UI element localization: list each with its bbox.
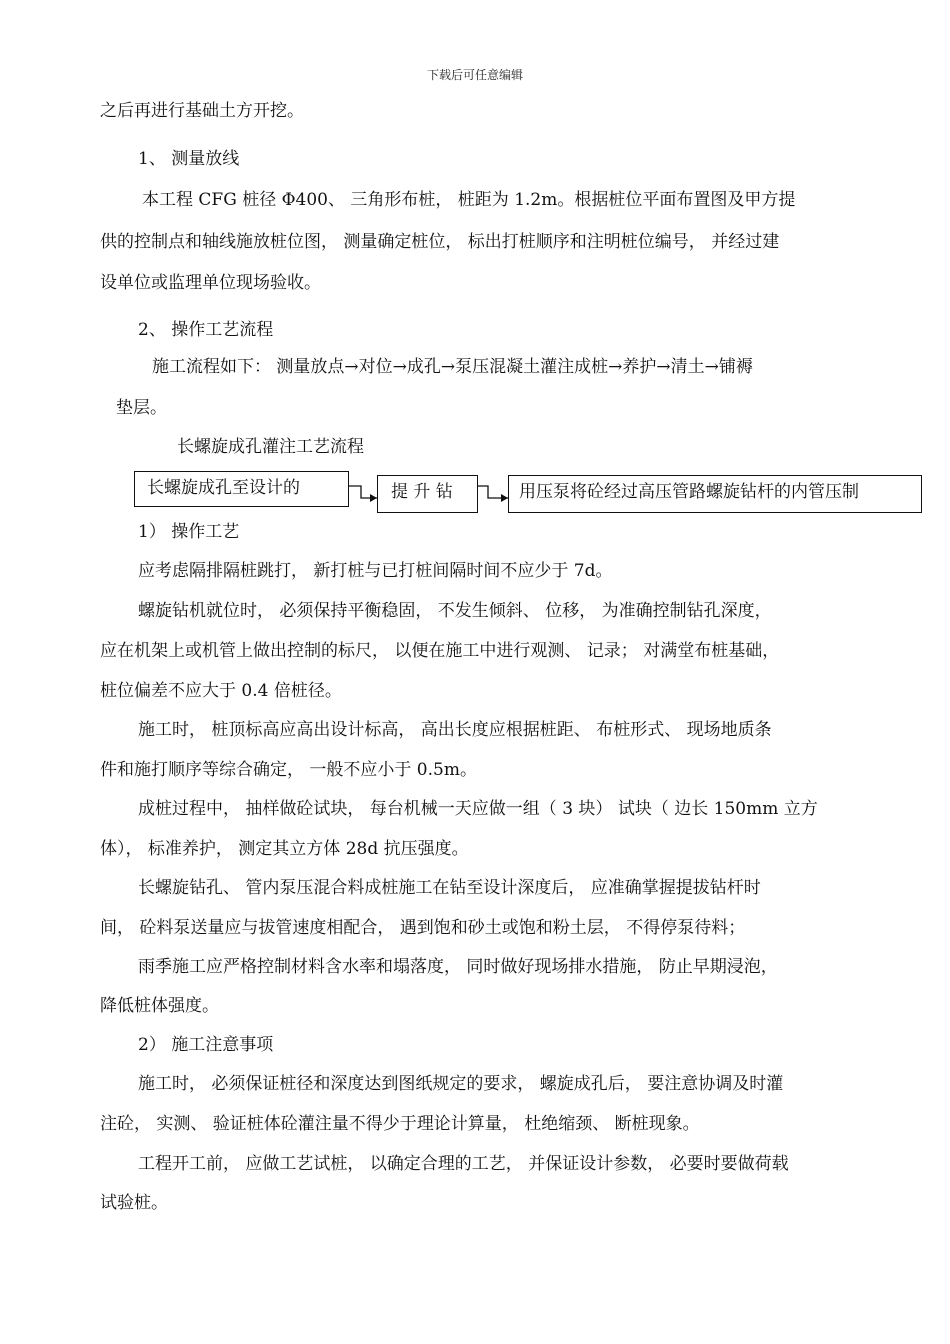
flow-caption: 长螺旋成孔灌注工艺流程 (177, 437, 364, 457)
paragraph-line: 螺旋钻机就位时， 必须保持平衡稳固， 不发生倾斜、 位移， 为准确控制钻孔深度， (138, 601, 772, 621)
paragraph-line: 件和施打顺序等综合确定， 一般不应小于 0.5m。 (100, 760, 477, 780)
sub-heading: 2） 施工注意事项 (138, 1035, 274, 1055)
paragraph-line: 降低桩体强度。 (100, 996, 219, 1016)
flow-step-3: 用压泵将砼经过高压管路螺旋钻杆的内管压制 (508, 475, 922, 513)
flow-arrow-1 (349, 484, 379, 504)
paragraph-line: 试验桩。 (100, 1193, 168, 1213)
paragraph-line: 应在机架上或机管上做出控制的标尺， 以便在施工中进行观测、 记录； 对满堂布桩基础， (100, 641, 780, 661)
paragraph-line: 设单位或监理单位现场验收。 (100, 273, 321, 293)
paragraph-line: 应考虑隔排隔桩跳打， 新打桩与已打桩间隔时间不应少于 7d。 (138, 561, 613, 581)
paragraph-line: 供的控制点和轴线施放桩位图， 测量确定桩位， 标出打桩顺序和注明桩位编号， 并经过建 (100, 232, 780, 252)
paragraph-line: 注砼， 实测、 验证桩体砼灌注量不得少于理论计算量， 杜绝缩颈、 断桩现象。 (100, 1114, 700, 1134)
paragraph-line: 施工流程如下： 测量放点→对位→成孔→泵压混凝土灌注成桩→养护→清土→铺褥 (152, 357, 753, 377)
paragraph-line: 雨季施工应严格控制材料含水率和塌落度， 同时做好现场排水措施， 防止早期浸泡， (138, 957, 778, 977)
paragraph-line: 间， 砼料泵送量应与拔管速度相配合， 遇到饱和砂土或饱和粉土层， 不得停泵待料； (100, 918, 746, 938)
paragraph-line: 施工时， 桩顶标高应高出设计标高， 高出长度应根据桩距、 布桩形式、 现场地质条 (138, 720, 772, 740)
paragraph-line: 体）， 标准养护， 测定其立方体 28d 抗压强度。 (100, 839, 469, 859)
flow-step-2: 提 升 钻 (377, 475, 478, 513)
paragraph-line: 桩位偏差不应大于 0.4 倍桩径。 (100, 681, 342, 701)
paragraph-line: 之后再进行基础土方开挖。 (100, 101, 304, 121)
paragraph-line: 长螺旋钻孔、 管内泵压混合料成桩施工在钻至设计深度后， 应准确掌握提拔钻杆时 (138, 878, 761, 898)
sub-heading: 1） 操作工艺 (138, 522, 240, 542)
paragraph-line: 工程开工前， 应做工艺试桩， 以确定合理的工艺， 并保证设计参数， 必要时要做荷载 (138, 1154, 789, 1174)
paragraph-line: 本工程 CFG 桩径 Φ400、 三角形布桩， 桩距为 1.2m。根据桩位平面布置图及甲方提 (142, 190, 796, 210)
paragraph-line: 垫层。 (116, 398, 167, 418)
flow-arrow-2 (478, 484, 510, 504)
section-heading: 1、 测量放线 (138, 149, 240, 169)
page-header: 下载后可任意编辑 (426, 68, 523, 82)
paragraph-line: 成桩过程中， 抽样做砼试块， 每台机械一天应做一组（ 3 块） 试块（ 边长 150mm 立方 (138, 799, 818, 819)
paragraph-line: 施工时， 必须保证桩径和深度达到图纸规定的要求， 螺旋成孔后， 要注意协调及时灌 (138, 1074, 784, 1094)
flow-step-1: 长螺旋成孔至设计的 (134, 471, 349, 507)
section-heading: 2、 操作工艺流程 (138, 320, 274, 340)
